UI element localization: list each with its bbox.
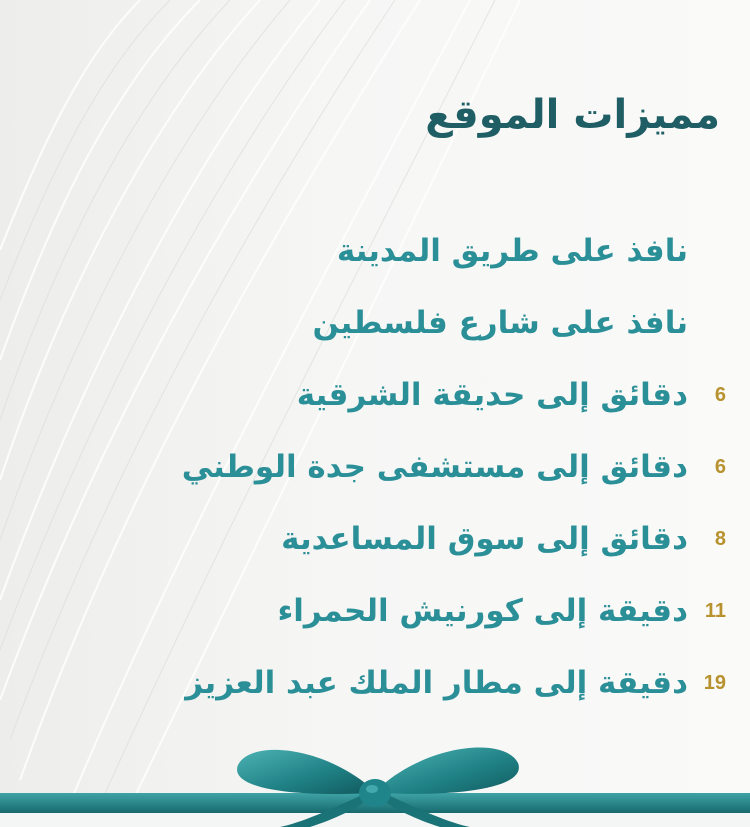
feature-number: 6 xyxy=(714,383,726,406)
feature-item xyxy=(128,359,726,431)
feature-text: دقائق إلى سوق المساعدية xyxy=(281,521,688,557)
feature-number: 8 xyxy=(714,527,726,550)
feature-number: 19 xyxy=(703,671,726,694)
feature-text: دقائق إلى مستشفى جدة الوطني xyxy=(181,449,688,485)
feature-text: دقيقة إلى كورنيش الحمراء xyxy=(277,593,688,629)
feature-item xyxy=(128,431,726,503)
feature-item xyxy=(128,503,726,575)
feature-number: 11 xyxy=(704,599,726,622)
page-title: مميزات الموقع xyxy=(425,92,720,138)
feature-text: دقيقة إلى مطار الملك عبد العزيز xyxy=(185,665,688,701)
feature-item xyxy=(128,215,688,287)
ribbon-bow-decoration xyxy=(0,735,750,827)
features-list xyxy=(128,215,726,719)
feature-item xyxy=(128,287,688,359)
feature-text: نافذ على طريق المدينة xyxy=(336,233,688,269)
feature-item xyxy=(128,575,726,647)
feature-text: نافذ على شارع فلسطين xyxy=(312,305,688,341)
feature-item xyxy=(128,647,726,719)
feature-text: دقائق إلى حديقة الشرقية xyxy=(296,377,688,413)
feature-number: 6 xyxy=(714,455,726,478)
